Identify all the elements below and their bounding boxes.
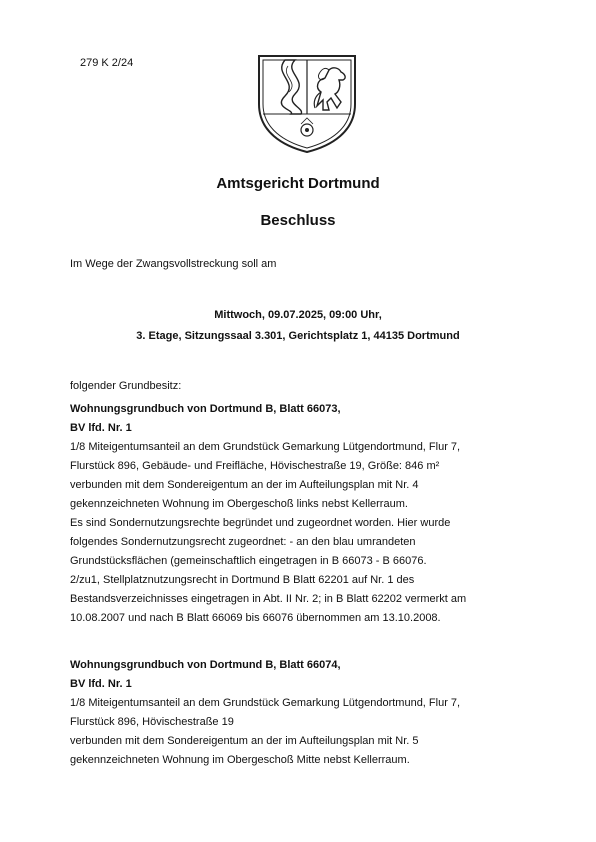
property-line: gekennzeichneten Wohnung im Obergeschoß links nebst Kellerraum. (70, 498, 408, 510)
property-line: 2/zu1, Stellplatznutzungsrecht in Dortmund B Blatt 62201 auf Nr. 1 des (70, 574, 415, 586)
property-line: gekennzeichneten Wohnung im Obergeschoß Mitte nebst Kellerraum. (70, 754, 410, 766)
property-heading: Wohnungsgrundbuch von Dortmund B, Blatt 66073, (70, 403, 341, 415)
property-line: folgendes Sondernutzungsrecht zugeordnet: - an den blau umrandeten (70, 536, 416, 548)
property-line: Flurstück 896, Gebäude- und Freifläche, Hövischestraße 19, Größe: 846 m² (70, 460, 440, 472)
hearing-location: 3. Etage, Sitzungssaal 3.301, Gerichtsplatz 1, 44135 Dortmund (136, 330, 460, 342)
property-entry-2 (70, 656, 540, 770)
court-name: Amtsgericht Dortmund (216, 175, 380, 192)
intro-text: Im Wege der Zwangsvollstreckung soll am (70, 258, 277, 270)
document-type: Beschluss (260, 212, 336, 229)
property-entry-1 (70, 400, 540, 628)
property-line: Bestandsverzeichnisses eingetragen in Abt. II Nr. 2; in B Blatt 62202 vermerkt am (70, 593, 467, 605)
property-line: Grundstücksflächen (gemeinschaftlich eingetragen in B 66073 - B 66076. (70, 555, 427, 567)
property-line: verbunden mit dem Sondereigentum an der im Aufteilungsplan mit Nr. 5 (70, 735, 419, 747)
coat-of-arms-seal (255, 52, 359, 154)
property-heading: Wohnungsgrundbuch von Dortmund B, Blatt 66074, (70, 659, 341, 671)
property-bv: BV lfd. Nr. 1 (70, 422, 132, 434)
property-line: Es sind Sondernutzungsrechte begründet und zugeordnet worden. Hier wurde (70, 517, 451, 529)
property-line: Flurstück 896, Hövischestraße 19 (70, 716, 234, 728)
property-line: 1/8 Miteigentumsanteil an dem Grundstück Gemarkung Lütgendortmund, Flur 7, (70, 697, 461, 709)
property-line: verbunden mit dem Sondereigentum an der im Aufteilungsplan mit Nr. 4 (70, 479, 419, 491)
case-number: 279 K 2/24 (80, 57, 134, 69)
property-bv: BV lfd. Nr. 1 (70, 678, 132, 690)
property-intro: folgender Grundbesitz: (70, 380, 182, 392)
hearing-date: Mittwoch, 09.07.2025, 09:00 Uhr, (214, 309, 382, 321)
property-line: 1/8 Miteigentumsanteil an dem Grundstück Gemarkung Lütgendortmund, Flur 7, (70, 441, 461, 453)
property-line: 10.08.2007 und nach B Blatt 66069 bis 66076 übernommen am 13.10.2008. (70, 612, 441, 624)
